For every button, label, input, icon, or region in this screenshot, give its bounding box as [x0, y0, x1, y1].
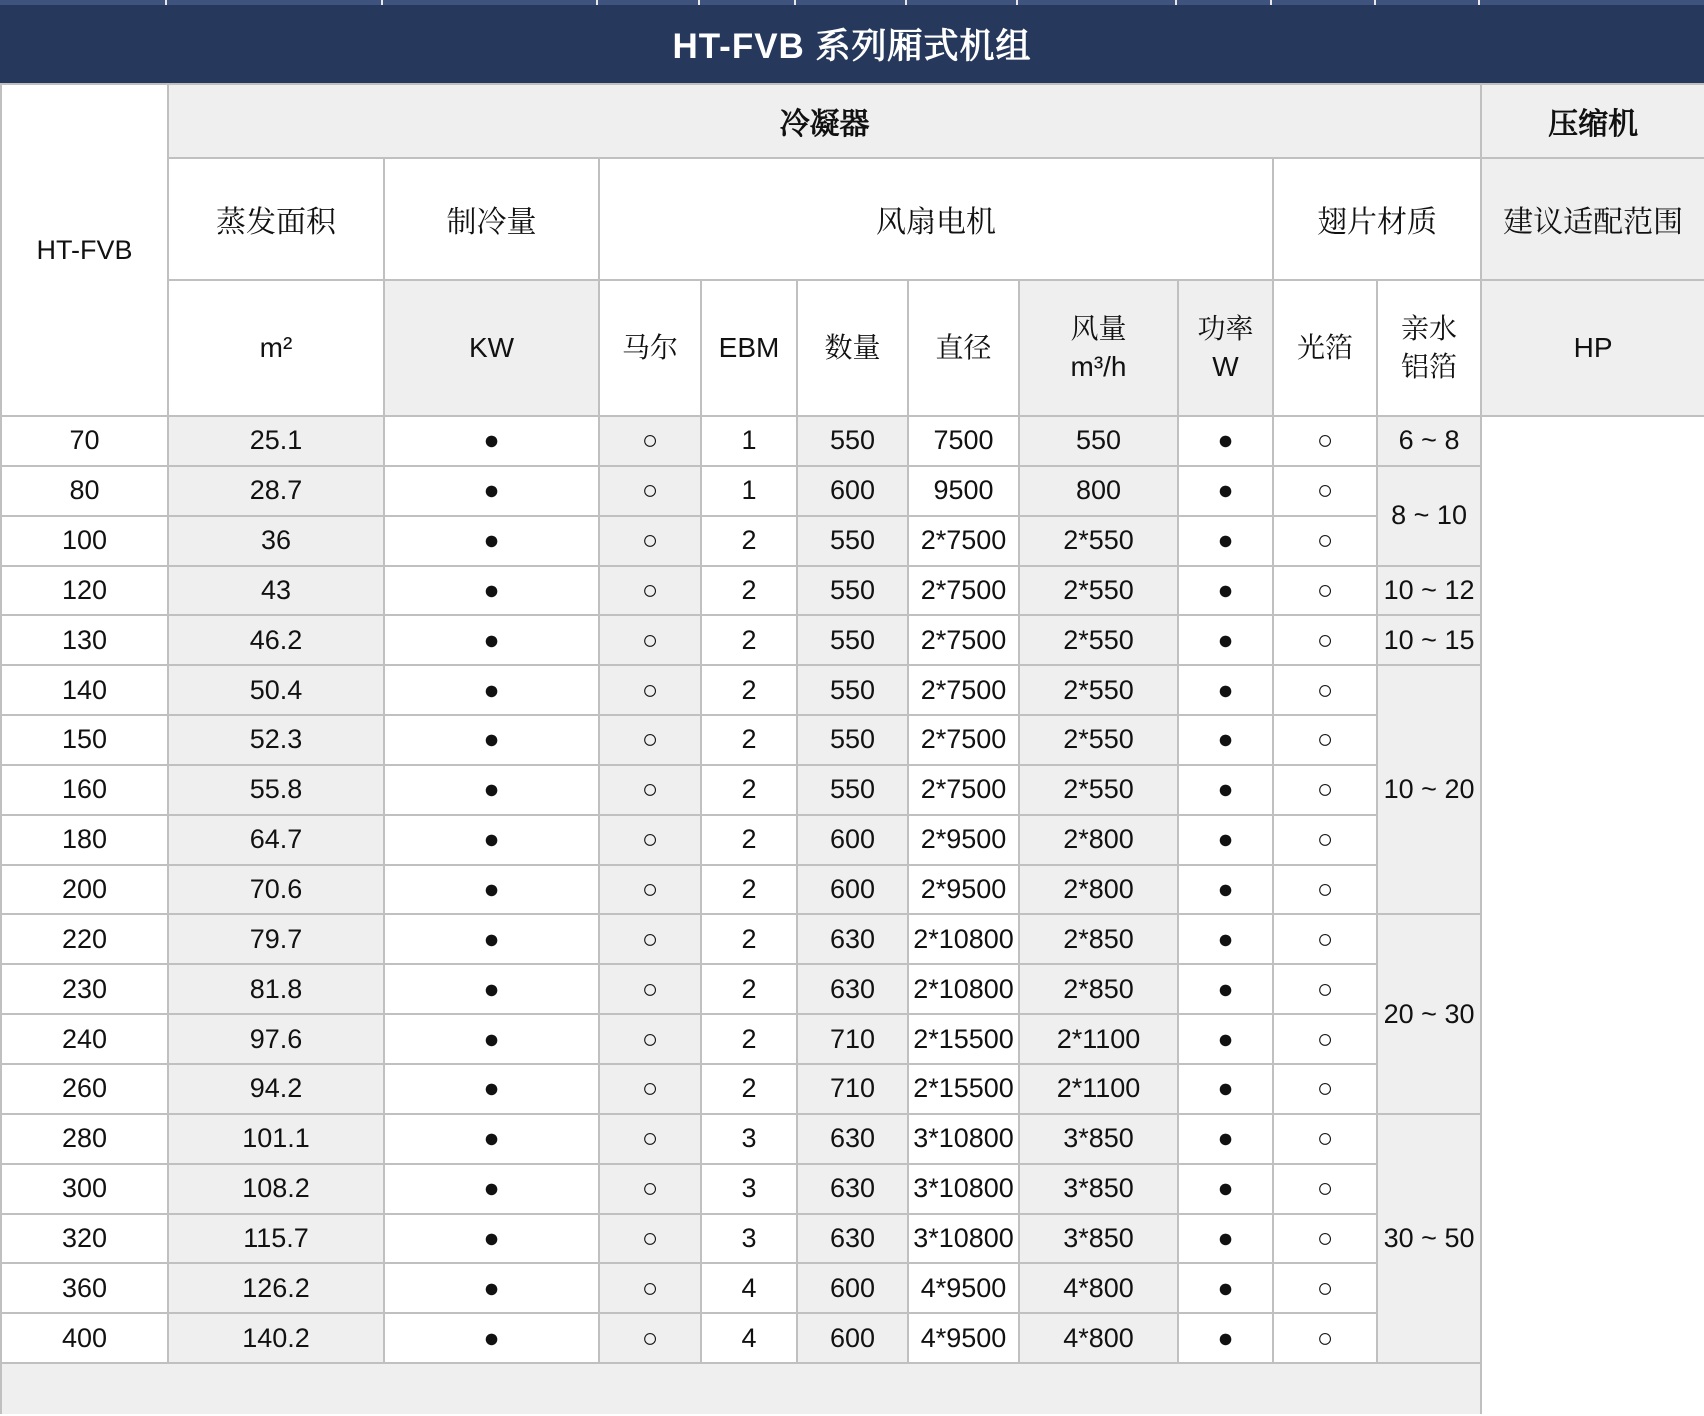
cell-foil: ● [1178, 815, 1273, 865]
cell-power: 3*850 [1019, 1114, 1178, 1164]
cell-power: 2*850 [1019, 914, 1178, 964]
cell-area: 130 [1, 615, 168, 665]
cell-dia: 550 [797, 765, 908, 815]
top-table-edge-segment [0, 0, 167, 5]
cell-qty: 2 [701, 765, 797, 815]
cell-qty: 2 [701, 615, 797, 665]
cell-qty: 2 [701, 914, 797, 964]
cell-airflow: 2*15500 [908, 1064, 1019, 1114]
cell-airflow: 2*7500 [908, 665, 1019, 715]
table-row [1, 566, 1704, 616]
cell-ebm: ○ [599, 1114, 701, 1164]
cell-kw: 46.2 [168, 615, 384, 665]
cell-maer: ● [384, 715, 599, 765]
hp-range-cell: 6 ~ 8 [1377, 416, 1481, 466]
table-row [1, 466, 1704, 516]
cell-airflow: 3*10800 [908, 1214, 1019, 1264]
cell-kw: 28.7 [168, 466, 384, 516]
cell-qty: 3 [701, 1114, 797, 1164]
cell-qty: 1 [701, 416, 797, 466]
cell-hydro: ○ [1273, 466, 1377, 516]
hp-range-cell: 20 ~ 30 [1377, 914, 1481, 1113]
top-table-edge-segment [1376, 0, 1480, 5]
cell-dia: 710 [797, 1064, 908, 1114]
cell-hydro: ○ [1273, 516, 1377, 566]
cell-ebm: ○ [599, 1014, 701, 1064]
cell-maer: ● [384, 566, 599, 616]
cell-maer: ● [384, 1114, 599, 1164]
cell-ebm: ○ [599, 665, 701, 715]
cell-dia: 630 [797, 1114, 908, 1164]
cell-ebm: ○ [599, 765, 701, 815]
cell-power: 3*850 [1019, 1164, 1178, 1214]
qty-header: 数量 [797, 280, 908, 416]
cell-area: 200 [1, 865, 168, 915]
cell-dia: 550 [797, 665, 908, 715]
table-row [1, 1114, 1704, 1164]
hp-header: HP [1481, 280, 1704, 416]
cell-area: 360 [1, 1263, 168, 1313]
top-table-edge-segment [383, 0, 598, 5]
cell-kw: 101.1 [168, 1114, 384, 1164]
cell-qty: 2 [701, 566, 797, 616]
cell-foil: ● [1178, 914, 1273, 964]
top-table-edge-segment [598, 0, 700, 5]
cell-maer: ● [384, 964, 599, 1014]
power-header-line1: 功率 [1197, 313, 1254, 345]
top-table-edge-segment [700, 0, 796, 5]
cell-foil: ● [1178, 1313, 1273, 1363]
cell-qty: 2 [701, 516, 797, 566]
cell-ebm: ○ [599, 1263, 701, 1313]
cell-foil: ● [1178, 964, 1273, 1014]
top-table-edge-segment [1272, 0, 1376, 5]
cell-foil: ● [1178, 715, 1273, 765]
cell-hydro: ○ [1273, 1114, 1377, 1164]
top-table-edge-segment [1480, 0, 1702, 5]
bright-foil-header: 光箔 [1273, 280, 1377, 416]
ebm-header: EBM [701, 280, 797, 416]
cell-dia: 600 [797, 466, 908, 516]
cell-qty: 4 [701, 1263, 797, 1313]
cell-kw: 126.2 [168, 1263, 384, 1313]
power-header-line2: W [1212, 351, 1239, 382]
cell-airflow: 3*10800 [908, 1164, 1019, 1214]
cell-airflow: 3*10800 [908, 1114, 1019, 1164]
cell-maer: ● [384, 865, 599, 915]
cell-maer: ● [384, 466, 599, 516]
title-banner [0, 5, 1704, 83]
cell-hydro: ○ [1273, 665, 1377, 715]
evap-area-header: 蒸发面积 [168, 158, 384, 280]
cell-power: 4*800 [1019, 1263, 1178, 1313]
cell-airflow: 2*10800 [908, 964, 1019, 1014]
cell-dia: 600 [797, 865, 908, 915]
cell-dia: 550 [797, 566, 908, 616]
cell-power: 550 [1019, 416, 1178, 466]
cell-area: 160 [1, 765, 168, 815]
cell-hydro: ○ [1273, 1214, 1377, 1264]
cell-airflow: 2*7500 [908, 615, 1019, 665]
cell-kw: 52.3 [168, 715, 384, 765]
cell-airflow: 2*9500 [908, 865, 1019, 915]
power-header [1178, 280, 1273, 416]
cell-area: 150 [1, 715, 168, 765]
cell-area: 70 [1, 416, 168, 466]
cell-area: 400 [1, 1313, 168, 1363]
cell-airflow: 2*9500 [908, 815, 1019, 865]
cell-qty: 1 [701, 466, 797, 516]
hp-range-cell: 10 ~ 12 [1377, 566, 1481, 616]
cell-foil: ● [1178, 1164, 1273, 1214]
top-table-edge-segment [167, 0, 383, 5]
series-label-cell: HT-FVB [1, 84, 168, 416]
airflow-header-line2: m³/h [1070, 351, 1127, 382]
cell-power: 2*550 [1019, 566, 1178, 616]
cell-dia: 630 [797, 964, 908, 1014]
cell-kw: 81.8 [168, 964, 384, 1014]
footer-row [1, 1363, 1704, 1414]
cell-power: 4*800 [1019, 1313, 1178, 1363]
cell-maer: ● [384, 1064, 599, 1114]
cell-area: 220 [1, 914, 168, 964]
hp-range-cell: 30 ~ 50 [1377, 1114, 1481, 1363]
cell-kw: 43 [168, 566, 384, 616]
cell-ebm: ○ [599, 914, 701, 964]
cell-ebm: ○ [599, 1313, 701, 1363]
cell-kw: 115.7 [168, 1214, 384, 1264]
top-table-edge-segment [1018, 0, 1177, 5]
cell-ebm: ○ [599, 615, 701, 665]
cell-hydro: ○ [1273, 1014, 1377, 1064]
cell-ebm: ○ [599, 516, 701, 566]
cell-maer: ● [384, 516, 599, 566]
cell-power: 2*550 [1019, 516, 1178, 566]
cell-area: 80 [1, 466, 168, 516]
table-row [1, 665, 1704, 715]
cell-area: 100 [1, 516, 168, 566]
cell-foil: ● [1178, 615, 1273, 665]
cell-hydro: ○ [1273, 1313, 1377, 1363]
cell-ebm: ○ [599, 865, 701, 915]
cell-qty: 3 [701, 1214, 797, 1264]
cell-area: 260 [1, 1064, 168, 1114]
header-row-groups [1, 84, 1704, 158]
cell-ebm: ○ [599, 1164, 701, 1214]
cell-maer: ● [384, 765, 599, 815]
cell-airflow: 7500 [908, 416, 1019, 466]
cell-maer: ● [384, 1164, 599, 1214]
cell-qty: 2 [701, 815, 797, 865]
cell-airflow: 9500 [908, 466, 1019, 516]
cell-dia: 550 [797, 615, 908, 665]
suggested-range-header: 建议适配范围 [1481, 158, 1704, 280]
cell-foil: ● [1178, 665, 1273, 715]
header-row-units [1, 280, 1704, 416]
cell-kw: 70.6 [168, 865, 384, 915]
cell-maer: ● [384, 665, 599, 715]
cell-kw: 108.2 [168, 1164, 384, 1214]
cell-kw: 64.7 [168, 815, 384, 865]
cell-dia: 600 [797, 815, 908, 865]
cell-qty: 2 [701, 1064, 797, 1114]
cell-foil: ● [1178, 865, 1273, 915]
cell-maer: ● [384, 615, 599, 665]
table-row [1, 615, 1704, 665]
cell-dia: 600 [797, 1263, 908, 1313]
cell-ebm: ○ [599, 416, 701, 466]
header-row-sections [1, 158, 1704, 280]
cell-foil: ● [1178, 416, 1273, 466]
hp-range-cell: 10 ~ 15 [1377, 615, 1481, 665]
cell-kw: 50.4 [168, 665, 384, 715]
cell-power: 3*850 [1019, 1214, 1178, 1264]
cell-area: 120 [1, 566, 168, 616]
cell-hydro: ○ [1273, 416, 1377, 466]
cell-ebm: ○ [599, 1064, 701, 1114]
cell-hydro: ○ [1273, 1263, 1377, 1313]
cell-foil: ● [1178, 466, 1273, 516]
fan-motor-header: 风扇电机 [599, 158, 1273, 280]
unit-m2-header: m² [168, 280, 384, 416]
unit-kw-header: KW [384, 280, 599, 416]
cell-power: 2*550 [1019, 715, 1178, 765]
cell-maer: ● [384, 1014, 599, 1064]
fin-material-header: 翅片材质 [1273, 158, 1481, 280]
cell-hydro: ○ [1273, 815, 1377, 865]
table-row [1, 914, 1704, 964]
cell-area: 280 [1, 1114, 168, 1164]
cooling-capacity-header: 制冷量 [384, 158, 599, 280]
condenser-header: 冷凝器 [168, 84, 1481, 158]
airflow-header-line1: 风量 [1070, 313, 1127, 345]
cell-dia: 630 [797, 914, 908, 964]
cell-area: 140 [1, 665, 168, 715]
cell-foil: ● [1178, 1214, 1273, 1264]
hp-range-cell: 8 ~ 10 [1377, 466, 1481, 566]
cell-maer: ● [384, 914, 599, 964]
cell-airflow: 2*7500 [908, 765, 1019, 815]
cell-airflow: 4*9500 [908, 1263, 1019, 1313]
cell-power: 2*550 [1019, 615, 1178, 665]
cell-dia: 550 [797, 516, 908, 566]
table-row [1, 416, 1704, 466]
hp-range-cell: 10 ~ 20 [1377, 665, 1481, 914]
cell-kw: 36 [168, 516, 384, 566]
cell-qty: 2 [701, 964, 797, 1014]
cell-hydro: ○ [1273, 914, 1377, 964]
cell-maer: ● [384, 815, 599, 865]
cell-power: 2*550 [1019, 765, 1178, 815]
cell-airflow: 2*10800 [908, 914, 1019, 964]
cell-airflow: 2*7500 [908, 715, 1019, 765]
cell-maer: ● [384, 1313, 599, 1363]
hydrophilic-foil-header-line1: 亲水 [1401, 313, 1458, 345]
cell-foil: ● [1178, 765, 1273, 815]
cell-dia: 710 [797, 1014, 908, 1064]
cell-power: 2*800 [1019, 865, 1178, 915]
cell-qty: 2 [701, 665, 797, 715]
cell-hydro: ○ [1273, 615, 1377, 665]
table-title: HT-FVB 系列厢式机组 [672, 27, 1032, 66]
cell-dia: 630 [797, 1214, 908, 1264]
cell-hydro: ○ [1273, 964, 1377, 1014]
cell-qty: 2 [701, 865, 797, 915]
cell-maer: ● [384, 1263, 599, 1313]
cell-maer: ● [384, 1214, 599, 1264]
cell-ebm: ○ [599, 1214, 701, 1264]
cell-airflow: 2*15500 [908, 1014, 1019, 1064]
cell-ebm: ○ [599, 566, 701, 616]
cell-kw: 79.7 [168, 914, 384, 964]
top-table-edge [0, 0, 1704, 5]
cell-maer: ● [384, 416, 599, 466]
compressor-header: 压缩机 [1481, 84, 1704, 158]
cell-qty: 2 [701, 715, 797, 765]
cell-foil: ● [1178, 516, 1273, 566]
hydrophilic-foil-header [1377, 280, 1481, 416]
cell-area: 230 [1, 964, 168, 1014]
cell-foil: ● [1178, 1114, 1273, 1164]
spec-table [0, 83, 1704, 1414]
cell-foil: ● [1178, 1263, 1273, 1313]
cell-area: 240 [1, 1014, 168, 1064]
cell-power: 2*800 [1019, 815, 1178, 865]
cell-kw: 25.1 [168, 416, 384, 466]
cell-hydro: ○ [1273, 566, 1377, 616]
diameter-header: 直径 [908, 280, 1019, 416]
cell-power: 800 [1019, 466, 1178, 516]
cell-hydro: ○ [1273, 865, 1377, 915]
cell-hydro: ○ [1273, 1164, 1377, 1214]
cell-qty: 3 [701, 1164, 797, 1214]
footer-spacer [1, 1363, 1481, 1414]
cell-foil: ● [1178, 566, 1273, 616]
cell-kw: 55.8 [168, 765, 384, 815]
cell-area: 180 [1, 815, 168, 865]
cell-qty: 2 [701, 1014, 797, 1064]
cell-airflow: 4*9500 [908, 1313, 1019, 1363]
cell-area: 300 [1, 1164, 168, 1214]
cell-airflow: 2*7500 [908, 516, 1019, 566]
cell-ebm: ○ [599, 964, 701, 1014]
airflow-header [1019, 280, 1178, 416]
top-table-edge-segment [1177, 0, 1272, 5]
cell-foil: ● [1178, 1014, 1273, 1064]
cell-kw: 140.2 [168, 1313, 384, 1363]
cell-kw: 97.6 [168, 1014, 384, 1064]
cell-hydro: ○ [1273, 765, 1377, 815]
cell-power: 2*550 [1019, 665, 1178, 715]
cell-area: 320 [1, 1214, 168, 1264]
cell-kw: 94.2 [168, 1064, 384, 1114]
cell-power: 2*1100 [1019, 1064, 1178, 1114]
hydrophilic-foil-header-line2: 铝箔 [1401, 351, 1458, 382]
maer-header: 马尔 [599, 280, 701, 416]
cell-dia: 550 [797, 416, 908, 466]
cell-dia: 550 [797, 715, 908, 765]
cell-hydro: ○ [1273, 715, 1377, 765]
cell-ebm: ○ [599, 715, 701, 765]
cell-airflow: 2*7500 [908, 566, 1019, 616]
cell-dia: 630 [797, 1164, 908, 1214]
cell-qty: 4 [701, 1313, 797, 1363]
cell-dia: 600 [797, 1313, 908, 1363]
cell-power: 2*1100 [1019, 1014, 1178, 1064]
cell-ebm: ○ [599, 466, 701, 516]
cell-foil: ● [1178, 1064, 1273, 1114]
cell-ebm: ○ [599, 815, 701, 865]
top-table-edge-segment [907, 0, 1018, 5]
cell-hydro: ○ [1273, 1064, 1377, 1114]
cell-power: 2*850 [1019, 964, 1178, 1014]
top-table-edge-segment [796, 0, 907, 5]
